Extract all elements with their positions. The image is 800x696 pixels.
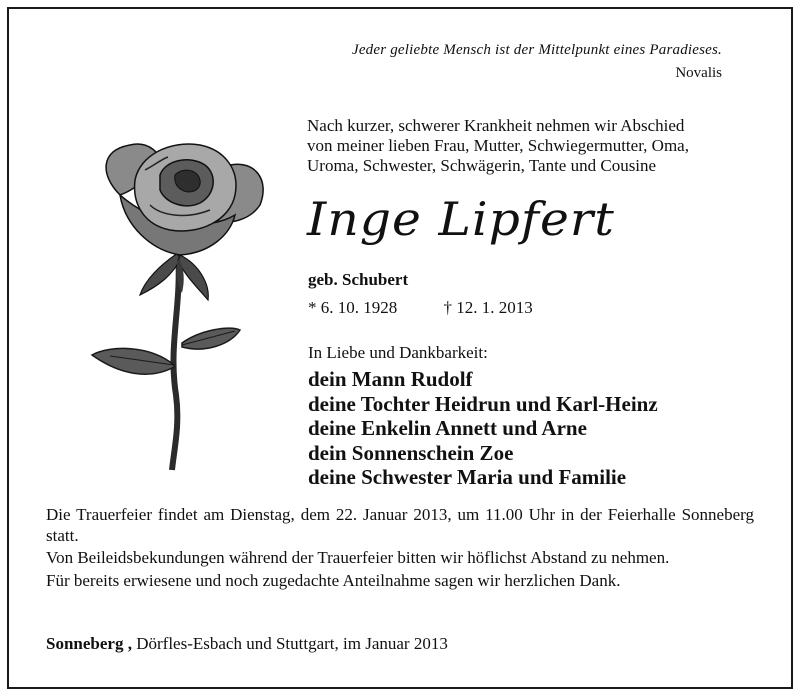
life-dates <box>308 298 533 318</box>
closing-place: Sonneberg , <box>46 634 132 653</box>
mourner-line: deine Schwester Maria und Familie <box>308 465 627 489</box>
mourner-line: deine Enkelin Annett und Arne <box>308 416 587 440</box>
quote-text: Jeder geliebte Mensch ist der Mittelpunkt eines Paradieses. <box>351 42 722 58</box>
maiden-name: geb. Schubert <box>308 270 409 289</box>
mourners-list <box>308 367 658 490</box>
rose-illustration <box>90 135 270 475</box>
birth-date: * 6. 10. 1928 <box>308 298 398 317</box>
mourner-line: dein Mann Rudolf <box>308 367 473 391</box>
intro-line: Nach kurzer, schwerer Krankheit nehmen wir Abschied <box>307 116 685 135</box>
intro-text <box>307 116 753 176</box>
ceremony-text <box>46 505 754 593</box>
deceased-name: Inge Lipfert <box>307 192 615 246</box>
death-date: † 12. 1. 2013 <box>443 298 533 317</box>
intro-line: Uroma, Schwester, Schwägerin, Tante und Cousine <box>307 156 657 175</box>
body-paragraph: Von Beileidsbekundungen während der Trauerfeier bitten wir höflichst Abstand zu nehmen. <box>46 548 670 567</box>
quote-author: Novalis <box>675 65 722 81</box>
closing-line <box>46 634 448 654</box>
body-paragraph: Die Trauerfeier findet am Dienstag, dem 22. Januar 2013, um 11.00 Uhr in der Feierhalle Sonneberg statt. <box>46 505 754 545</box>
mourner-line: deine Tochter Heidrun und Karl-Heinz <box>308 391 658 416</box>
closing-rest: Dörfles-Esbach und Stuttgart, im Januar 2013 <box>136 634 448 653</box>
thanks-intro: In Liebe und Dankbarkeit: <box>308 343 488 362</box>
intro-line: von meiner lieben Frau, Mutter, Schwiegermutter, Oma, <box>307 136 689 155</box>
body-paragraph: Für bereits erwiesene und noch zugedachte Anteilnahme sagen wir herzlichen Dank. <box>46 570 621 590</box>
mourner-line: dein Sonnenschein Zoe <box>308 440 514 465</box>
